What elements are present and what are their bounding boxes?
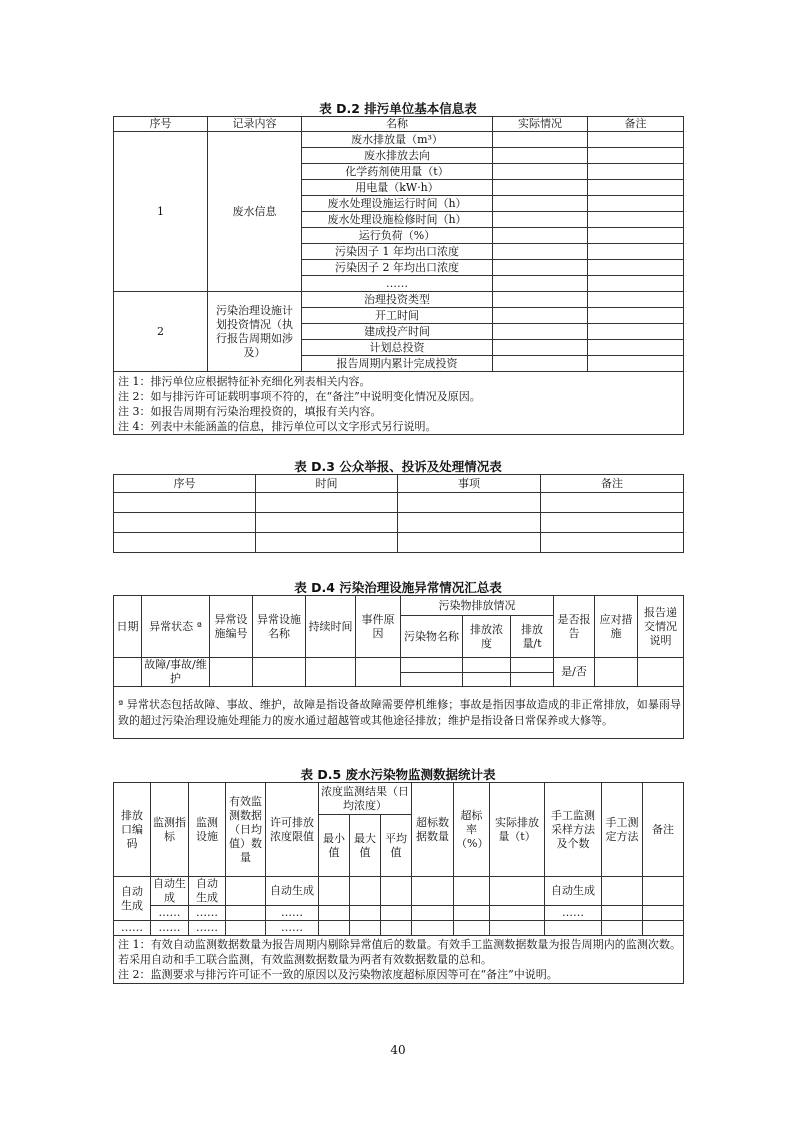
- table-notes: [114, 372, 684, 435]
- header-outlet: 排放口编码: [114, 783, 151, 877]
- item-name: 废水处理设施运行时间（h）: [302, 196, 493, 212]
- item-name: 用电量（kW·h）: [302, 180, 493, 196]
- dots-cell: ……: [266, 906, 319, 921]
- dots-cell: ……: [151, 906, 189, 921]
- item-name: 计划总投资: [302, 340, 493, 356]
- header-cell: 记录内容: [208, 117, 302, 132]
- item-name: ……: [302, 276, 493, 292]
- table-row: [114, 493, 684, 513]
- header-pollutant: 污染物名称: [401, 616, 463, 658]
- state-value: 故障/事故/维护: [142, 658, 210, 687]
- record-content: 污染治理设施计划投资情况（执行报告周期如涉及）: [208, 292, 302, 372]
- header-facility-no: 异常设施编号: [210, 596, 253, 658]
- dots-cell: ……: [266, 921, 319, 936]
- item-name: 开工时间: [302, 308, 493, 324]
- header-cell: 事项: [398, 475, 541, 493]
- dots-cell: ……: [114, 921, 151, 936]
- header-facility-name: 异常设施名称: [253, 596, 306, 658]
- header-report: 是否报告: [554, 596, 595, 658]
- note-3: 注 3：如报告周期有污染治理投资的，填报有关内容。: [118, 405, 382, 418]
- report-value: 是/否: [554, 658, 595, 687]
- header-facility: 监测设施: [189, 783, 226, 877]
- header-avg: 平均值: [381, 815, 412, 877]
- table-row: [114, 513, 684, 533]
- header-manual: 手工监测采样方法及个数: [545, 783, 602, 877]
- item-name: 废水排放去向: [302, 148, 493, 164]
- dots-cell: ……: [151, 921, 189, 936]
- item-name: 污染因子 2 年均出口浓度: [302, 260, 493, 276]
- header-min: 最小值: [319, 815, 350, 877]
- header-date: 日期: [114, 596, 142, 658]
- auto-cell: 自动生成: [266, 877, 319, 906]
- header-cell: 时间: [256, 475, 398, 493]
- header-emission: 污染物排放情况: [401, 596, 554, 616]
- table-d4-caption: 表 D.4 污染治理设施异常情况汇总表: [294, 580, 502, 595]
- table-notes: [114, 936, 684, 984]
- note-1: 注 1：排污单位应根据特征补充细化列表相关内容。: [118, 375, 371, 388]
- table-d3-caption: 表 D.3 公众举报、投诉及处理情况表: [294, 459, 502, 474]
- row-number: 2: [114, 292, 208, 372]
- header-cell: 备注: [541, 475, 684, 493]
- auto-cell: 自动生成: [114, 877, 151, 921]
- note-4: 注 4：列表中未能涵盖的信息，排污单位可以文字形式另行说明。: [118, 420, 437, 433]
- item-name: 废水处理设施检修时间（h）: [302, 212, 493, 228]
- note-2: 注 2：监测要求与排污许可证不一致的原因以及污染物浓度超标原因等可在“备注”中说明。: [118, 968, 558, 981]
- table-d2: [113, 116, 684, 435]
- item-name: 废水排放量（m³）: [302, 132, 493, 148]
- header-cell: 备注: [588, 117, 684, 132]
- auto-cell: 自动生成: [189, 877, 226, 906]
- note-2: 注 2：如与排污许可证载明事项不符的，在“备注”中说明变化情况及原因。: [118, 390, 481, 403]
- dots-cell: ……: [545, 906, 602, 921]
- header-exceed-count: 超标数据数量: [412, 783, 454, 877]
- header-exceed-rate: 超标率（%）: [454, 783, 490, 877]
- table-d5: [113, 782, 684, 984]
- table-row: [114, 533, 684, 553]
- item-name: 污染因子 1 年均出口浓度: [302, 244, 493, 260]
- header-remark: 备注: [643, 783, 684, 877]
- table-d4: [113, 595, 684, 739]
- header-result: 浓度监测结果（日均浓度）: [319, 783, 412, 815]
- table-row: [114, 921, 684, 936]
- page-number: 40: [390, 1043, 406, 1057]
- auto-cell: 自动生成: [545, 877, 602, 906]
- item-name: 化学药剂使用量（t）: [302, 164, 493, 180]
- header-cause: 事件原因: [356, 596, 401, 658]
- dots-cell: ……: [189, 906, 226, 921]
- record-content: 废水信息: [208, 132, 302, 292]
- row-number: 1: [114, 132, 208, 292]
- item-name: 运行负荷（%）: [302, 228, 493, 244]
- header-amount: 排放量/t: [511, 616, 554, 658]
- table-d2-caption: 表 D.2 排污单位基本信息表: [319, 101, 477, 116]
- table-row: [114, 877, 684, 906]
- header-cell: 实际情况: [493, 117, 588, 132]
- table-d3: [113, 474, 684, 553]
- header-concentration: 排放浓度: [463, 616, 511, 658]
- header-manual-method: 手工测定方法: [602, 783, 643, 877]
- header-valid-count: 有效监测数据（日均值）数量: [226, 783, 266, 877]
- header-state: 异常状态 ª: [142, 596, 210, 658]
- auto-cell: 自动生成: [151, 877, 189, 906]
- table-row: [114, 906, 684, 921]
- header-actual: 实际排放量（t）: [490, 783, 545, 877]
- header-cell: 名称: [302, 117, 493, 132]
- header-measure: 应对措施: [595, 596, 638, 658]
- header-limit: 许可排放浓度限值: [266, 783, 319, 877]
- header-cell: 序号: [114, 475, 256, 493]
- header-duration: 持续时间: [306, 596, 356, 658]
- item-name: 报告周期内累计完成投资: [302, 356, 493, 372]
- header-index: 监测指标: [151, 783, 189, 877]
- item-name: 建成投产时间: [302, 324, 493, 340]
- header-submit: 报告递交情况说明: [638, 596, 684, 658]
- table-notes: ª 异常状态包括故障、事故、维护，故障是指设备故障需要停机维修；事故是指因事故造成的非正常排放，如暴雨导致的超过污染治理设施处理能力的废水通过超越管或其他途径排放；维护是指设备日常保养或大修等。: [114, 687, 684, 739]
- item-name: 治理投资类型: [302, 292, 493, 308]
- note-1: 注 1：有效自动监测数据数量为报告周期内剔除异常值后的数量。有效手工监测数据数量为报告周期内的监测次数。若采用自动和手工联合监测，有效监测数据数量为两者有效数据数量的总和。: [118, 938, 682, 966]
- dots-cell: ……: [189, 921, 226, 936]
- table-d5-caption: 表 D.5 废水污染物监测数据统计表: [300, 767, 496, 782]
- header-max: 最大值: [350, 815, 381, 877]
- header-cell: 序号: [114, 117, 208, 132]
